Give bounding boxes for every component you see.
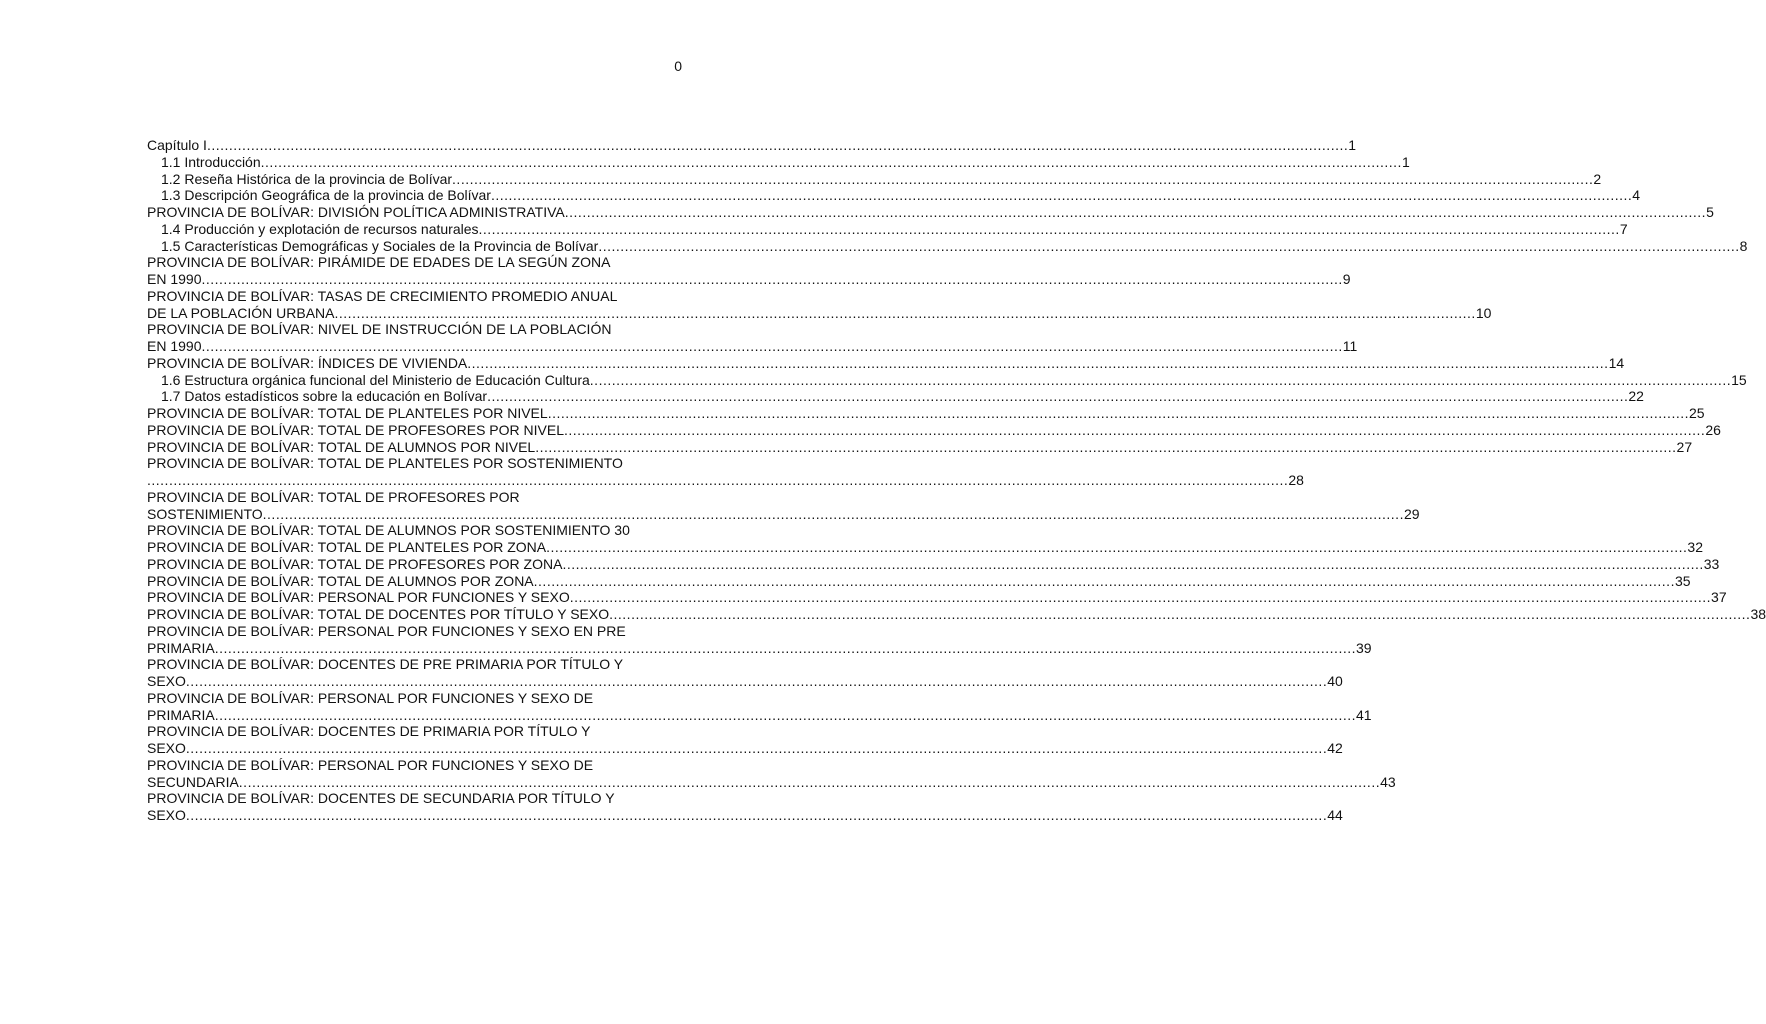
toc-entry[interactable] (147, 137, 1357, 154)
toc-entry-title: SEXO (147, 807, 186, 823)
toc-entry[interactable] (147, 187, 1641, 204)
toc-entry-page: 37 (1711, 589, 1727, 606)
toc-leader-dots: .................................................................................................................................................................................................................................................................... (535, 438, 1677, 455)
toc-leader-dots: .................................................................................................................................................................................................................................................................... (201, 338, 1343, 354)
toc-leader-dots: .................................................................................................................................................................................................................................................................... (533, 572, 1675, 589)
toc-entry[interactable] (147, 807, 1343, 824)
toc-leader-dots: .................................................................................................................................................................................................................................................................... (562, 555, 1704, 572)
toc-entry-page: 35 (1674, 572, 1691, 589)
toc-entry-title[interactable]: PROVINCIA DE BOLÍVAR: DOCENTES DE PRE PRIMARIA POR TÍTULO Y (147, 656, 624, 673)
toc-entry-title: Capítulo I (147, 137, 207, 153)
toc-leader-dots: .................................................................................................................................................................................................................................................................... (490, 187, 1633, 204)
toc-leader-dots: .................................................................................................................................................................................................................................................................... (467, 354, 1609, 371)
toc-leader-dots: .................................................................................................................................................................................................................................................................... (185, 807, 1328, 823)
toc-entry[interactable] (147, 555, 1720, 573)
toc-entry-title[interactable]: PROVINCIA DE BOLÍVAR: TASAS DE CRECIMIENTO PROMEDIO ANUAL (147, 287, 618, 304)
toc-entry[interactable] (147, 572, 1691, 590)
toc-leader-dots: .................................................................................................................................................................................................................................................................... (478, 220, 1620, 237)
toc-entry-title: PROVINCIA DE BOLÍVAR: TOTAL DE ALUMNOS POR NIVEL (147, 438, 536, 455)
toc-entry[interactable] (147, 153, 1410, 171)
toc-entry[interactable] (147, 405, 1705, 422)
toc-entry-page: 1 (1401, 153, 1410, 170)
toc-entry-title[interactable]: PROVINCIA DE BOLÍVAR: PERSONAL POR FUNCIONES Y SEXO DE (147, 689, 594, 706)
toc-entry-page: 33 (1703, 555, 1720, 572)
toc-entry[interactable] (147, 522, 681, 539)
toc-entry-title[interactable]: PROVINCIA DE BOLÍVAR: TOTAL DE PLANTELES POR SOSTENIMIENTO (147, 455, 623, 472)
toc-entry-title: SECUNDARIA (147, 773, 239, 790)
toc-entry[interactable] (147, 505, 1420, 523)
toc-entry-title: EN 1990 (147, 338, 202, 354)
toc-entry-title: PROVINCIA DE BOLÍVAR: TOTAL DE PROFESORES POR ZONA (147, 555, 563, 572)
toc-entry-page: 43 (1380, 773, 1396, 790)
toc-entry-title: SEXO (147, 673, 186, 689)
toc-leader-dots: .................................................................................................................................................................................................................................................................... (589, 371, 1732, 388)
toc-leader-dots: .................................................................................................................................................................................................................................................................... (214, 706, 1356, 723)
toc-entry-title: PROVINCIA DE BOLÍVAR: ÍNDICES DE VIVIENDA (147, 354, 468, 371)
toc-leader-dots: .................................................................................................................................................................................................................................................................... (334, 304, 1476, 321)
toc-leader-dots: .................................................................................................................................................................................................................................................................... (262, 505, 1404, 522)
toc-entry-title[interactable]: PROVINCIA DE BOLÍVAR: TOTAL DE PROFESORES POR (147, 488, 520, 505)
toc-entry-page: 32 (1687, 539, 1703, 555)
toc-entry[interactable] (147, 271, 1351, 288)
toc-entry-page: 5 (1706, 204, 1714, 220)
toc-entry-title: SOSTENIMIENTO (147, 505, 263, 522)
toc-entry[interactable] (147, 421, 1721, 439)
toc-entry-page: 38 (1750, 606, 1766, 622)
toc-entry-title: PROVINCIA DE BOLÍVAR: TOTAL DE PLANTELES POR ZONA (147, 539, 547, 555)
toc-entry-page: 27 (1676, 438, 1693, 455)
toc-entry-title: PROVINCIA DE BOLÍVAR: TOTAL DE ALUMNOS POR ZONA (147, 572, 534, 589)
toc-entry-title[interactable]: PROVINCIA DE BOLÍVAR: DOCENTES DE PRIMARIA POR TÍTULO Y (147, 723, 591, 740)
toc-entry-page: 8 (1739, 237, 1748, 254)
toc-leader-dots: .................................................................................................................................................................................................................................................................... (201, 271, 1343, 287)
toc-entry-page: 4 (1632, 187, 1641, 204)
toc-leader-dots: .................................................................................................................................................................................................................................................................... (487, 388, 1629, 405)
toc-leader-dots: .................................................................................................................................................................................................................................................................... (206, 137, 1349, 153)
toc-entry-page: 25 (1689, 405, 1705, 421)
toc-entry-page: 29 (1403, 505, 1420, 522)
toc-entry-title: 1.2 Reseña Histórica de la provincia de Bolívar (161, 170, 453, 187)
toc-entry-title: PRIMARIA (147, 706, 215, 723)
toc-entry[interactable] (147, 539, 1703, 556)
toc-entry-page: 10 (1475, 304, 1492, 321)
toc-entry-page: 30 (614, 522, 630, 539)
toc-leader-dots: .................................................................................................................................................................................................................................................................... (569, 589, 1712, 606)
toc-entry-title: EN 1990 (147, 271, 202, 287)
toc-leader-dots: .................................................................................................................................................................................................................................................................... (260, 153, 1402, 170)
toc-entry-title[interactable]: PROVINCIA DE BOLÍVAR: DOCENTES DE SECUNDARIA POR TÍTULO Y (147, 790, 615, 807)
toc-entry[interactable] (147, 304, 1492, 322)
toc-leader-dots: .................................................................................................................................................................................................................................................................... (547, 405, 1689, 421)
toc-entry-title: 1.4 Producción y explotación de recursos naturales (161, 220, 479, 237)
toc-entry[interactable] (147, 371, 1747, 389)
toc-entry-title: PROVINCIA DE BOLÍVAR: DIVISIÓN POLÍTICA ADMINISTRATIVA (147, 204, 565, 220)
toc-entry[interactable] (147, 673, 1343, 690)
toc-entry-title: 1.3 Descripción Geográfica de la provincia de Bolívar (161, 187, 491, 204)
toc-entry[interactable] (147, 338, 1358, 355)
toc-entry-page: 28 (1288, 472, 1304, 488)
toc-leader-dots: .................................................................................................................................................................................................................................................................... (185, 673, 1328, 689)
toc-entry-title[interactable]: PROVINCIA DE BOLÍVAR: PERSONAL POR FUNCIONES Y SEXO DE (147, 756, 594, 773)
toc-entry[interactable] (147, 204, 1714, 221)
toc-entry[interactable] (147, 589, 1727, 606)
toc-entry-page: 40 (1327, 673, 1343, 689)
toc-entry-title: DE LA POBLACIÓN URBANA (147, 304, 335, 321)
toc-entry-title: 1.5 Características Demográficas y Sociales de la Provincia de Bolívar (161, 237, 599, 254)
toc-entry-page: 1 (1348, 137, 1357, 153)
toc-entry-title: 1.7 Datos estadísticos sobre la educación en Bolívar (161, 388, 488, 405)
toc-leader-dots: .................................................................................................................................................................................................................................................................... (238, 773, 1381, 790)
toc-entry-title: PRIMARIA (147, 639, 215, 656)
toc-entry-page: 9 (1342, 271, 1351, 287)
toc-entry-page: 39 (1356, 639, 1372, 656)
toc-entry-page: 22 (1628, 388, 1644, 405)
toc-leader-dots: .................................................................................................................................................................................................................................................................... (214, 639, 1356, 656)
toc-entry-title: PROVINCIA DE BOLÍVAR: TOTAL DE PROFESORES POR NIVEL (147, 421, 564, 438)
toc-entry[interactable] (147, 220, 1628, 238)
toc-entry-title: PROVINCIA DE BOLÍVAR: PERSONAL POR FUNCIONES Y SEXO (147, 589, 570, 606)
toc-entry[interactable] (147, 606, 1766, 623)
toc-entry-page: 15 (1731, 371, 1747, 388)
toc-leader-dots: .................................................................................................................................................................................................................................................................... (598, 237, 1740, 254)
toc-leader-dots: .................................................................................................................................................................................................................................................................... (452, 170, 1594, 187)
toc-entry[interactable] (147, 354, 1625, 372)
toc-entry-title: SEXO (147, 740, 186, 756)
toc-entry[interactable] (147, 237, 1748, 255)
toc-entry-title[interactable]: PROVINCIA DE BOLÍVAR: NIVEL DE INSTRUCCIÓN DE LA POBLACIÓN (147, 321, 612, 338)
toc-entry-page: 41 (1356, 706, 1372, 723)
toc-leader-dots: .................................................................................................................................................................................................................................................................... (147, 472, 1289, 488)
toc-entry[interactable] (147, 388, 1644, 405)
page-number: 0 (674, 58, 682, 74)
toc-entry-title: PROVINCIA DE BOLÍVAR: TOTAL DE ALUMNOS POR SOSTENIMIENTO (147, 522, 611, 539)
toc-leader-dots: .................................................................................................................................................................................................................................................................... (564, 421, 1706, 438)
toc-entry-title[interactable]: PROVINCIA DE BOLÍVAR: PERSONAL POR FUNCIONES Y SEXO EN PRE (147, 622, 626, 639)
toc-entry-page: 26 (1705, 421, 1721, 438)
toc-entry-page: 14 (1608, 354, 1625, 371)
toc-entry-title: 1.1 Introducción (161, 153, 261, 170)
toc-entry[interactable] (147, 740, 1343, 757)
toc-entry-page: 7 (1619, 220, 1628, 237)
toc-entry-title: PROVINCIA DE BOLÍVAR: TOTAL DE DOCENTES POR TÍTULO Y SEXO (147, 606, 610, 622)
toc-entry-title: PROVINCIA DE BOLÍVAR: TOTAL DE PLANTELES POR NIVEL (147, 405, 548, 421)
toc-leader-dots: .................................................................................................................................................................................................................................................................... (564, 204, 1707, 220)
toc-entry-page: 11 (1342, 338, 1358, 354)
toc-entry-title[interactable]: PROVINCIA DE BOLÍVAR: PIRÁMIDE DE EDADES DE LA SEGÚN ZONA (147, 254, 611, 271)
toc-entry-page: 42 (1327, 740, 1343, 756)
toc-entry[interactable] (147, 472, 1304, 489)
toc-leader-dots: .................................................................................................................................................................................................................................................................... (185, 740, 1328, 756)
toc-entry[interactable] (147, 706, 1372, 724)
toc-entry[interactable] (147, 170, 1602, 188)
toc-entry-page: 2 (1593, 170, 1602, 187)
toc-entry[interactable] (147, 438, 1693, 456)
toc-leader-dots: .................................................................................................................................................................................................................................................................... (609, 606, 1751, 622)
toc-entry-title: 1.6 Estructura orgánica funcional del Ministerio de Educación Cultura (161, 371, 590, 388)
toc-entry[interactable] (147, 639, 1372, 657)
table-of-contents (147, 137, 1766, 824)
toc-leader-dots: .................................................................................................................................................................................................................................................................... (546, 539, 1688, 555)
toc-entry-page: 44 (1327, 807, 1343, 823)
toc-entry[interactable] (147, 773, 1396, 791)
